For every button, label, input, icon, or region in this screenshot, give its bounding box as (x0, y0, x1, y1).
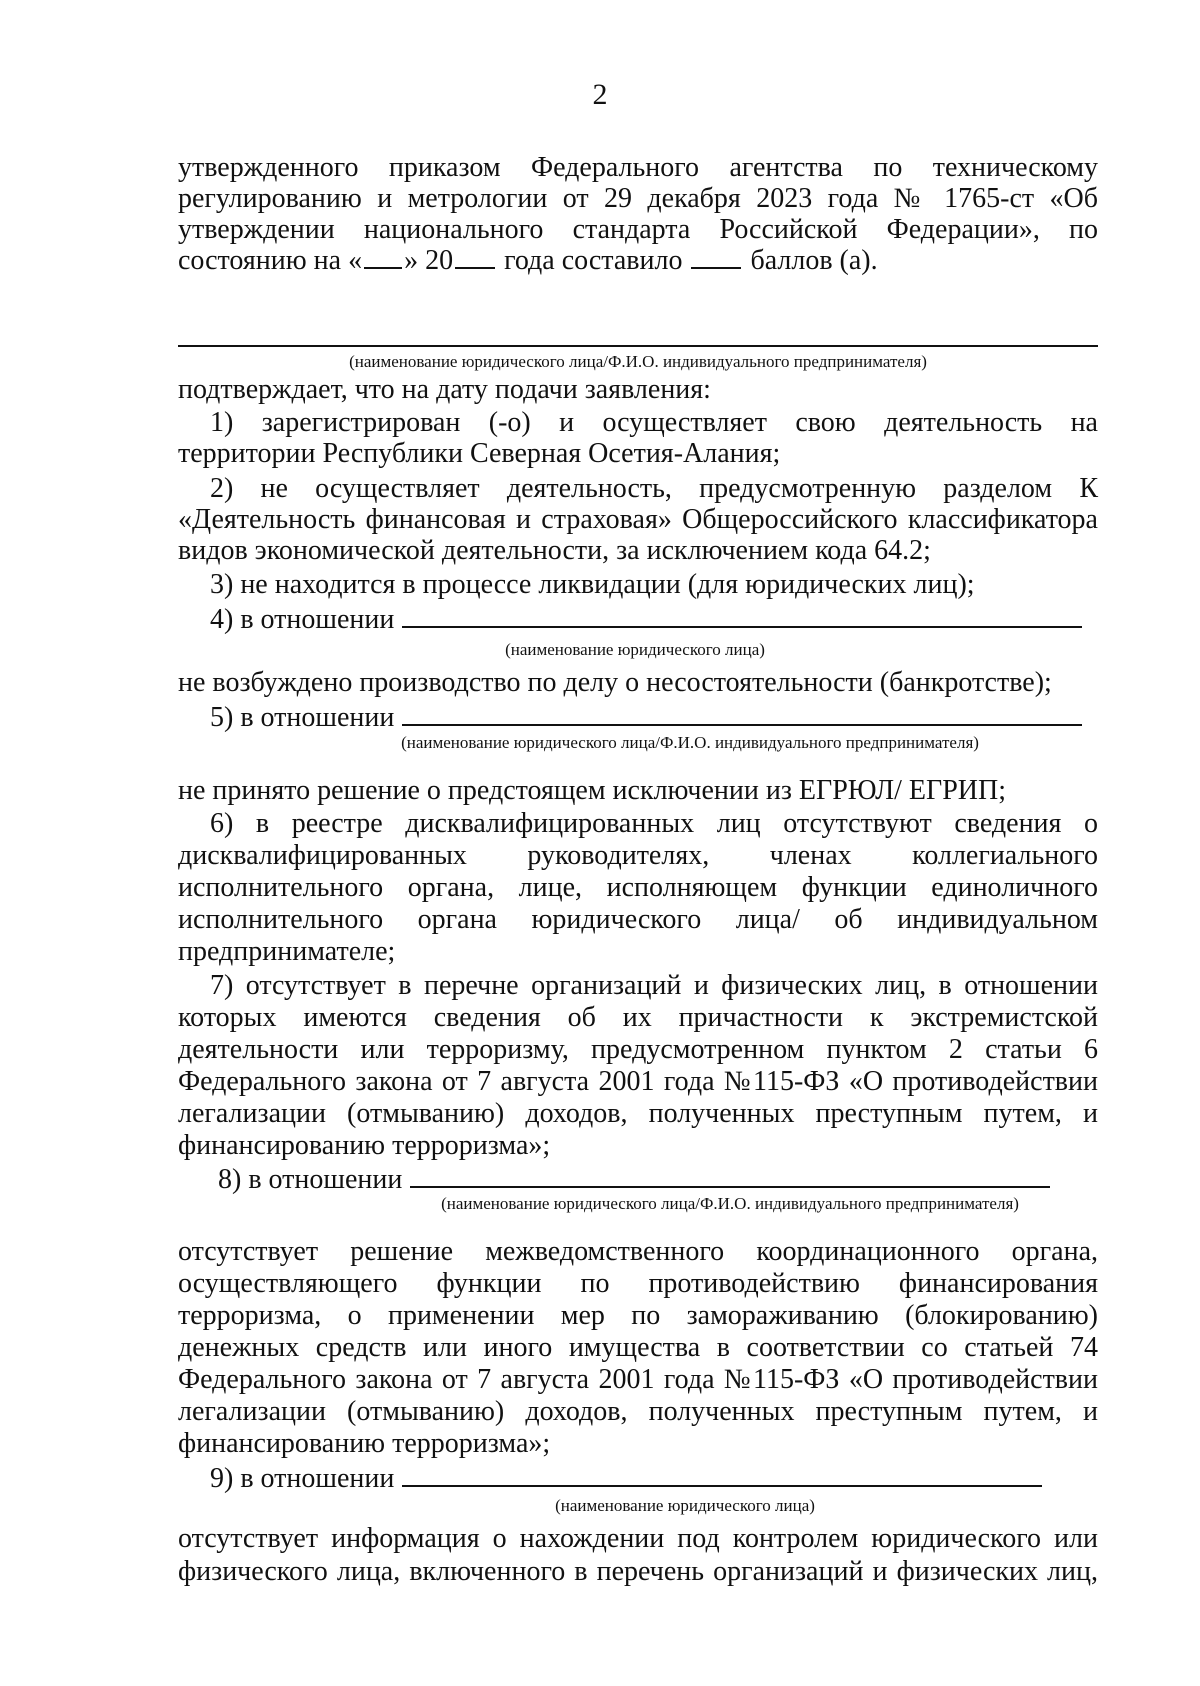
year-blank[interactable] (455, 245, 495, 269)
item-4-after: не возбуждено производство по делу о несостоятельности (банкротстве); (178, 667, 1052, 698)
item-8-line-2: осуществляющего функции по противодействию финансирования (178, 1268, 1098, 1299)
item-6-line-5: предпринимателе; (178, 936, 396, 967)
item-1-line-2: территории Республики Северная Осетия-Алания; (178, 438, 781, 469)
item-5-lead: 5) в отношении (210, 702, 395, 733)
item-9-name-field[interactable] (402, 1461, 1042, 1487)
item-9-lead-line (210, 1461, 1098, 1495)
item-8-line-5: Федерального закона от 7 августа 2001 года №115-ФЗ «О противодействии (178, 1364, 1098, 1395)
item-8-line-6: легализации (отмыванию) доходов, полученных преступным путем, и (178, 1396, 1098, 1427)
item-6-line-1: 6) в реестре дисквалифицированных лиц отсутствуют сведения о (210, 808, 1098, 839)
item-2-line-2: «Деятельность финансовая и страховая» Общероссийского классификатора (178, 504, 1098, 535)
item-1-line-1: 1) зарегистрирован (-о) и осуществляет свою деятельность на (210, 407, 1098, 438)
item-8-name-field[interactable] (410, 1162, 1050, 1188)
item-9-line-2: физического лица, включенного в перечень организаций и физических лиц, (178, 1556, 1098, 1587)
page-number: 2 (592, 78, 608, 111)
intro-points-text: баллов (а). (750, 245, 878, 276)
intro-date-prefix: состоянию на « (178, 245, 363, 276)
item-9-caption: (наименование юридического лица) (555, 1496, 815, 1515)
item-8-caption: (наименование юридического лица/Ф.И.О. индивидуального предпринимателя) (441, 1194, 1019, 1213)
item-8-lead: 8) в отношении (218, 1164, 403, 1195)
intro-line-3: утверждении национального стандарта Российской Федерации», по (178, 214, 1098, 245)
item-7-line-6: финансированию терроризма»; (178, 1130, 551, 1161)
entity-name-field[interactable] (178, 345, 1098, 347)
item-5-lead-line (210, 700, 1098, 734)
item-8-lead-line (218, 1162, 1098, 1196)
intro-line-2: регулированию и метрологии от 29 декабря 2023 года № 1765-ст «Об (178, 183, 1098, 214)
day-blank[interactable] (364, 245, 402, 269)
item-7-line-4: Федерального закона от 7 августа 2001 года №115-ФЗ «О противодействии (178, 1066, 1098, 1097)
item-5-caption: (наименование юридического лица/Ф.И.О. индивидуального предпринимателя) (401, 733, 979, 752)
item-9-line-1: отсутствует информация о нахождении под контролем юридического или (178, 1523, 1098, 1554)
score-blank[interactable] (691, 245, 741, 269)
item-4-lead: 4) в отношении (210, 604, 395, 635)
item-4-lead-line (210, 602, 1098, 636)
item-4-caption: (наименование юридического лица) (505, 640, 765, 659)
item-7-line-2: которых имеются сведения об их причастности к экстремистской (178, 1002, 1098, 1033)
item-8-line-3: терроризма, о применении мер по замораживанию (блокированию) (178, 1300, 1098, 1331)
item-7-line-5: легализации (отмыванию) доходов, полученных преступным путем, и (178, 1098, 1098, 1129)
item-4-name-field[interactable] (402, 602, 1082, 628)
item-5-after: не принято решение о предстоящем исключении из ЕГРЮЛ/ ЕГРИП; (178, 775, 1007, 806)
item-9-lead: 9) в отношении (210, 1463, 395, 1494)
confirm-statement: подтверждает, что на дату подачи заявления: (178, 374, 711, 405)
item-2-line-1: 2) не осуществляет деятельность, предусмотренную разделом К (210, 473, 1098, 504)
item-8-line-1: отсутствует решение межведомственного координационного органа, (178, 1236, 1098, 1267)
intro-total-text: года составило (504, 245, 683, 276)
intro-year-prefix: » 20 (404, 245, 454, 276)
entity-name-caption: (наименование юридического лица/Ф.И.О. индивидуального предпринимателя) (349, 352, 927, 371)
intro-line-1: утвержденного приказом Федерального агентства по техническому (178, 152, 1098, 183)
item-8-line-4: денежных средств или иного имущества в соответствии со статьей 74 (178, 1332, 1098, 1363)
item-6-line-2: дисквалифицированных руководителях, членах коллегиального (178, 840, 1098, 871)
item-6-line-3: исполнительного органа, лице, исполняющем функции единоличного (178, 872, 1098, 903)
item-7-line-3: деятельности или терроризму, предусмотренном пунктом 2 статьи 6 (178, 1034, 1098, 1065)
item-2-line-3: видов экономической деятельности, за исключением кода 64.2; (178, 535, 931, 566)
item-8-line-7: финансированию терроризма»; (178, 1428, 551, 1459)
item-3: 3) не находится в процессе ликвидации (для юридических лиц); (210, 569, 975, 600)
item-7-line-1: 7) отсутствует в перечне организаций и физических лиц, в отношении (210, 970, 1098, 1001)
intro-line-4 (178, 245, 1098, 277)
item-5-name-field[interactable] (402, 700, 1082, 726)
item-6-line-4: исполнительного органа юридического лица/ об индивидуальном (178, 904, 1098, 935)
